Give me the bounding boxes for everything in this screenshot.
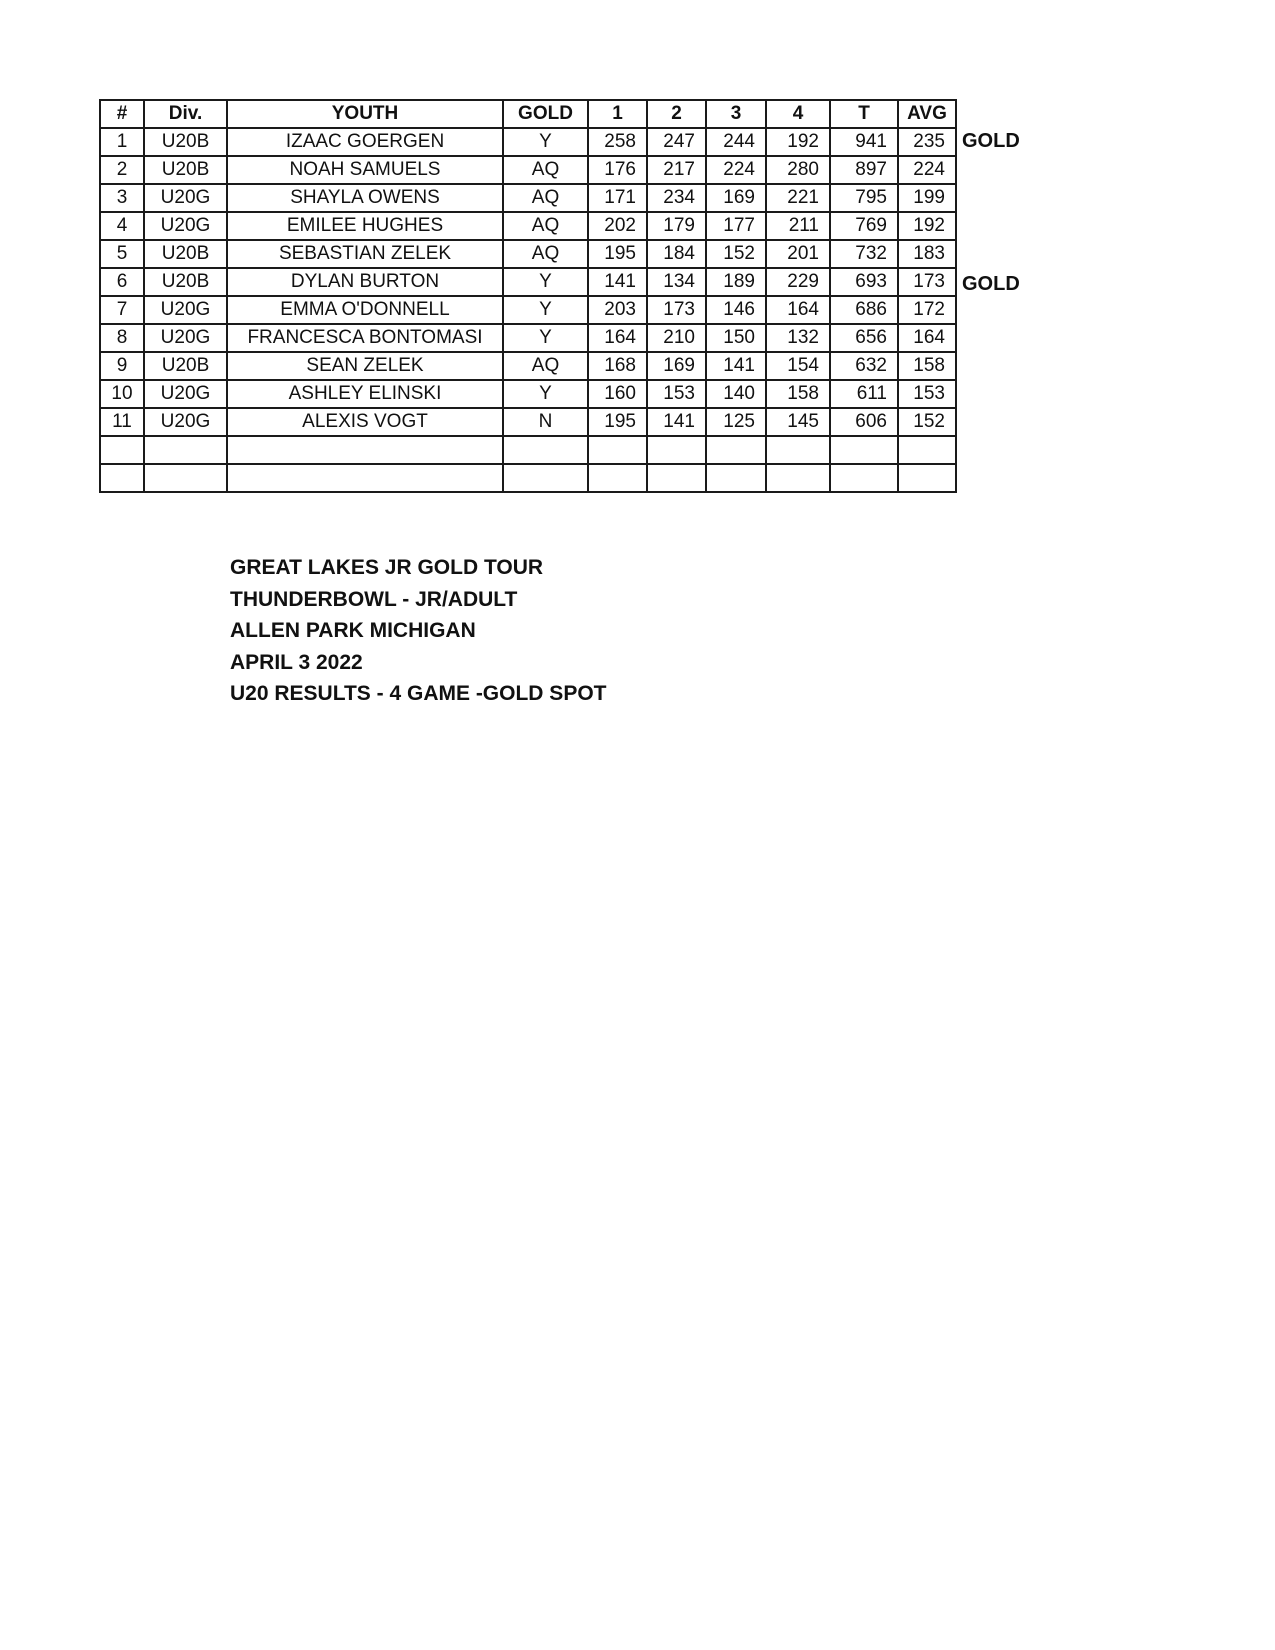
empty-cell xyxy=(588,464,647,492)
empty-cell xyxy=(227,436,503,464)
empty-cell xyxy=(144,464,227,492)
cell-total: 941 xyxy=(830,128,898,156)
empty-cell xyxy=(898,436,956,464)
header-game-1: 1 xyxy=(588,100,647,128)
cell-game-2: 169 xyxy=(647,352,706,380)
cell-game-3: 224 xyxy=(706,156,766,184)
cell-youth: FRANCESCA BONTOMASI xyxy=(227,324,503,352)
cell-division: U20B xyxy=(144,268,227,296)
empty-table-row xyxy=(100,436,956,464)
table-row xyxy=(100,268,956,296)
cell-rank: 2 xyxy=(100,156,144,184)
table-body xyxy=(100,128,956,492)
cell-division: U20G xyxy=(144,184,227,212)
empty-cell xyxy=(144,436,227,464)
cell-youth: DYLAN BURTON xyxy=(227,268,503,296)
cell-rank: 8 xyxy=(100,324,144,352)
cell-game-1: 141 xyxy=(588,268,647,296)
cell-game-2: 234 xyxy=(647,184,706,212)
cell-total: 686 xyxy=(830,296,898,324)
cell-average: 199 xyxy=(898,184,956,212)
empty-cell xyxy=(503,464,588,492)
table-row xyxy=(100,324,956,352)
empty-cell xyxy=(706,464,766,492)
empty-cell xyxy=(766,436,830,464)
empty-cell xyxy=(100,464,144,492)
cell-game-1: 168 xyxy=(588,352,647,380)
cell-gold: AQ xyxy=(503,184,588,212)
cell-game-3: 146 xyxy=(706,296,766,324)
cell-game-1: 195 xyxy=(588,408,647,436)
results-table xyxy=(99,99,957,493)
cell-game-1: 258 xyxy=(588,128,647,156)
caption-location: ALLEN PARK MICHIGAN xyxy=(230,619,476,642)
cell-total: 606 xyxy=(830,408,898,436)
cell-average: 158 xyxy=(898,352,956,380)
cell-game-2: 217 xyxy=(647,156,706,184)
cell-game-3: 141 xyxy=(706,352,766,380)
table-row xyxy=(100,408,956,436)
cell-gold: Y xyxy=(503,380,588,408)
cell-average: 152 xyxy=(898,408,956,436)
cell-division: U20B xyxy=(144,240,227,268)
cell-gold: AQ xyxy=(503,156,588,184)
cell-division: U20B xyxy=(144,352,227,380)
cell-gold: AQ xyxy=(503,212,588,240)
cell-total: 795 xyxy=(830,184,898,212)
cell-division: U20B xyxy=(144,128,227,156)
empty-cell xyxy=(588,436,647,464)
cell-rank: 11 xyxy=(100,408,144,436)
cell-game-3: 244 xyxy=(706,128,766,156)
cell-total: 732 xyxy=(830,240,898,268)
header-total: T xyxy=(830,100,898,128)
cell-gold: Y xyxy=(503,268,588,296)
cell-game-4: 280 xyxy=(766,156,830,184)
cell-game-2: 134 xyxy=(647,268,706,296)
header-youth: YOUTH xyxy=(227,100,503,128)
cell-division: U20G xyxy=(144,324,227,352)
cell-game-3: 152 xyxy=(706,240,766,268)
cell-total: 656 xyxy=(830,324,898,352)
cell-division: U20G xyxy=(144,408,227,436)
caption-date: APRIL 3 2022 xyxy=(230,650,363,674)
cell-game-2: 210 xyxy=(647,324,706,352)
header-game-2: 2 xyxy=(647,100,706,128)
cell-gold: AQ xyxy=(503,352,588,380)
empty-cell xyxy=(830,436,898,464)
table-row xyxy=(100,296,956,324)
cell-average: 164 xyxy=(898,324,956,352)
table-row xyxy=(100,352,956,380)
cell-youth: NOAH SAMUELS xyxy=(227,156,503,184)
empty-cell xyxy=(766,464,830,492)
event-caption xyxy=(230,552,606,710)
empty-cell xyxy=(503,436,588,464)
cell-game-1: 195 xyxy=(588,240,647,268)
cell-average: 173 xyxy=(898,268,956,296)
cell-game-4: 154 xyxy=(766,352,830,380)
empty-cell xyxy=(830,464,898,492)
gold-qualifier-note: GOLD xyxy=(962,129,1020,152)
header-average: AVG xyxy=(898,100,956,128)
cell-total: 611 xyxy=(830,380,898,408)
cell-gold: N xyxy=(503,408,588,436)
empty-cell xyxy=(706,436,766,464)
table-row xyxy=(100,128,956,156)
cell-rank: 5 xyxy=(100,240,144,268)
cell-youth: EMMA O'DONNELL xyxy=(227,296,503,324)
table-row xyxy=(100,184,956,212)
cell-youth: SHAYLA OWENS xyxy=(227,184,503,212)
gold-qualifier-note: GOLD xyxy=(962,272,1020,295)
header-game-3: 3 xyxy=(706,100,766,128)
cell-game-1: 203 xyxy=(588,296,647,324)
cell-game-4: 158 xyxy=(766,380,830,408)
table-row xyxy=(100,212,956,240)
header-gold: GOLD xyxy=(503,100,588,128)
cell-rank: 1 xyxy=(100,128,144,156)
cell-game-4: 192 xyxy=(766,128,830,156)
cell-division: U20G xyxy=(144,380,227,408)
cell-game-4: 145 xyxy=(766,408,830,436)
cell-division: U20G xyxy=(144,212,227,240)
cell-rank: 3 xyxy=(100,184,144,212)
header-division: Div. xyxy=(144,100,227,128)
cell-youth: ALEXIS VOGT xyxy=(227,408,503,436)
cell-game-3: 125 xyxy=(706,408,766,436)
cell-game-4: 211 xyxy=(766,212,830,240)
cell-game-4: 201 xyxy=(766,240,830,268)
cell-game-4: 132 xyxy=(766,324,830,352)
cell-game-3: 189 xyxy=(706,268,766,296)
cell-game-2: 247 xyxy=(647,128,706,156)
cell-gold: Y xyxy=(503,128,588,156)
cell-total: 769 xyxy=(830,212,898,240)
cell-game-2: 184 xyxy=(647,240,706,268)
cell-youth: ASHLEY ELINSKI xyxy=(227,380,503,408)
cell-average: 153 xyxy=(898,380,956,408)
cell-youth: SEAN ZELEK xyxy=(227,352,503,380)
cell-rank: 4 xyxy=(100,212,144,240)
cell-rank: 10 xyxy=(100,380,144,408)
cell-average: 235 xyxy=(898,128,956,156)
cell-game-2: 173 xyxy=(647,296,706,324)
cell-game-3: 177 xyxy=(706,212,766,240)
header-rank: # xyxy=(100,100,144,128)
empty-cell xyxy=(898,464,956,492)
cell-game-2: 179 xyxy=(647,212,706,240)
empty-cell xyxy=(647,436,706,464)
cell-rank: 6 xyxy=(100,268,144,296)
cell-game-1: 176 xyxy=(588,156,647,184)
cell-game-2: 141 xyxy=(647,408,706,436)
cell-game-4: 221 xyxy=(766,184,830,212)
empty-cell xyxy=(227,464,503,492)
empty-table-row xyxy=(100,464,956,492)
cell-game-1: 164 xyxy=(588,324,647,352)
header-game-4: 4 xyxy=(766,100,830,128)
cell-game-1: 171 xyxy=(588,184,647,212)
table-row xyxy=(100,380,956,408)
cell-total: 693 xyxy=(830,268,898,296)
cell-game-3: 169 xyxy=(706,184,766,212)
cell-game-3: 140 xyxy=(706,380,766,408)
cell-game-2: 153 xyxy=(647,380,706,408)
cell-total: 897 xyxy=(830,156,898,184)
caption-venue: THUNDERBOWL - JR/ADULT xyxy=(230,587,518,611)
cell-average: 192 xyxy=(898,212,956,240)
cell-gold: Y xyxy=(503,296,588,324)
cell-game-4: 164 xyxy=(766,296,830,324)
header-row xyxy=(100,100,956,128)
cell-game-1: 202 xyxy=(588,212,647,240)
cell-game-1: 160 xyxy=(588,380,647,408)
cell-rank: 7 xyxy=(100,296,144,324)
table-row xyxy=(100,240,956,268)
cell-division: U20G xyxy=(144,296,227,324)
cell-game-3: 150 xyxy=(706,324,766,352)
table-row xyxy=(100,156,956,184)
cell-youth: EMILEE HUGHES xyxy=(227,212,503,240)
empty-cell xyxy=(647,464,706,492)
cell-rank: 9 xyxy=(100,352,144,380)
cell-game-4: 229 xyxy=(766,268,830,296)
empty-cell xyxy=(100,436,144,464)
cell-youth: IZAAC GOERGEN xyxy=(227,128,503,156)
cell-division: U20B xyxy=(144,156,227,184)
cell-youth: SEBASTIAN ZELEK xyxy=(227,240,503,268)
cell-average: 183 xyxy=(898,240,956,268)
cell-gold: AQ xyxy=(503,240,588,268)
caption-results: U20 RESULTS - 4 GAME -GOLD SPOT xyxy=(230,682,607,705)
cell-total: 632 xyxy=(830,352,898,380)
cell-average: 172 xyxy=(898,296,956,324)
cell-gold: Y xyxy=(503,324,588,352)
caption-tour: GREAT LAKES JR GOLD TOUR xyxy=(230,556,544,579)
cell-average: 224 xyxy=(898,156,956,184)
